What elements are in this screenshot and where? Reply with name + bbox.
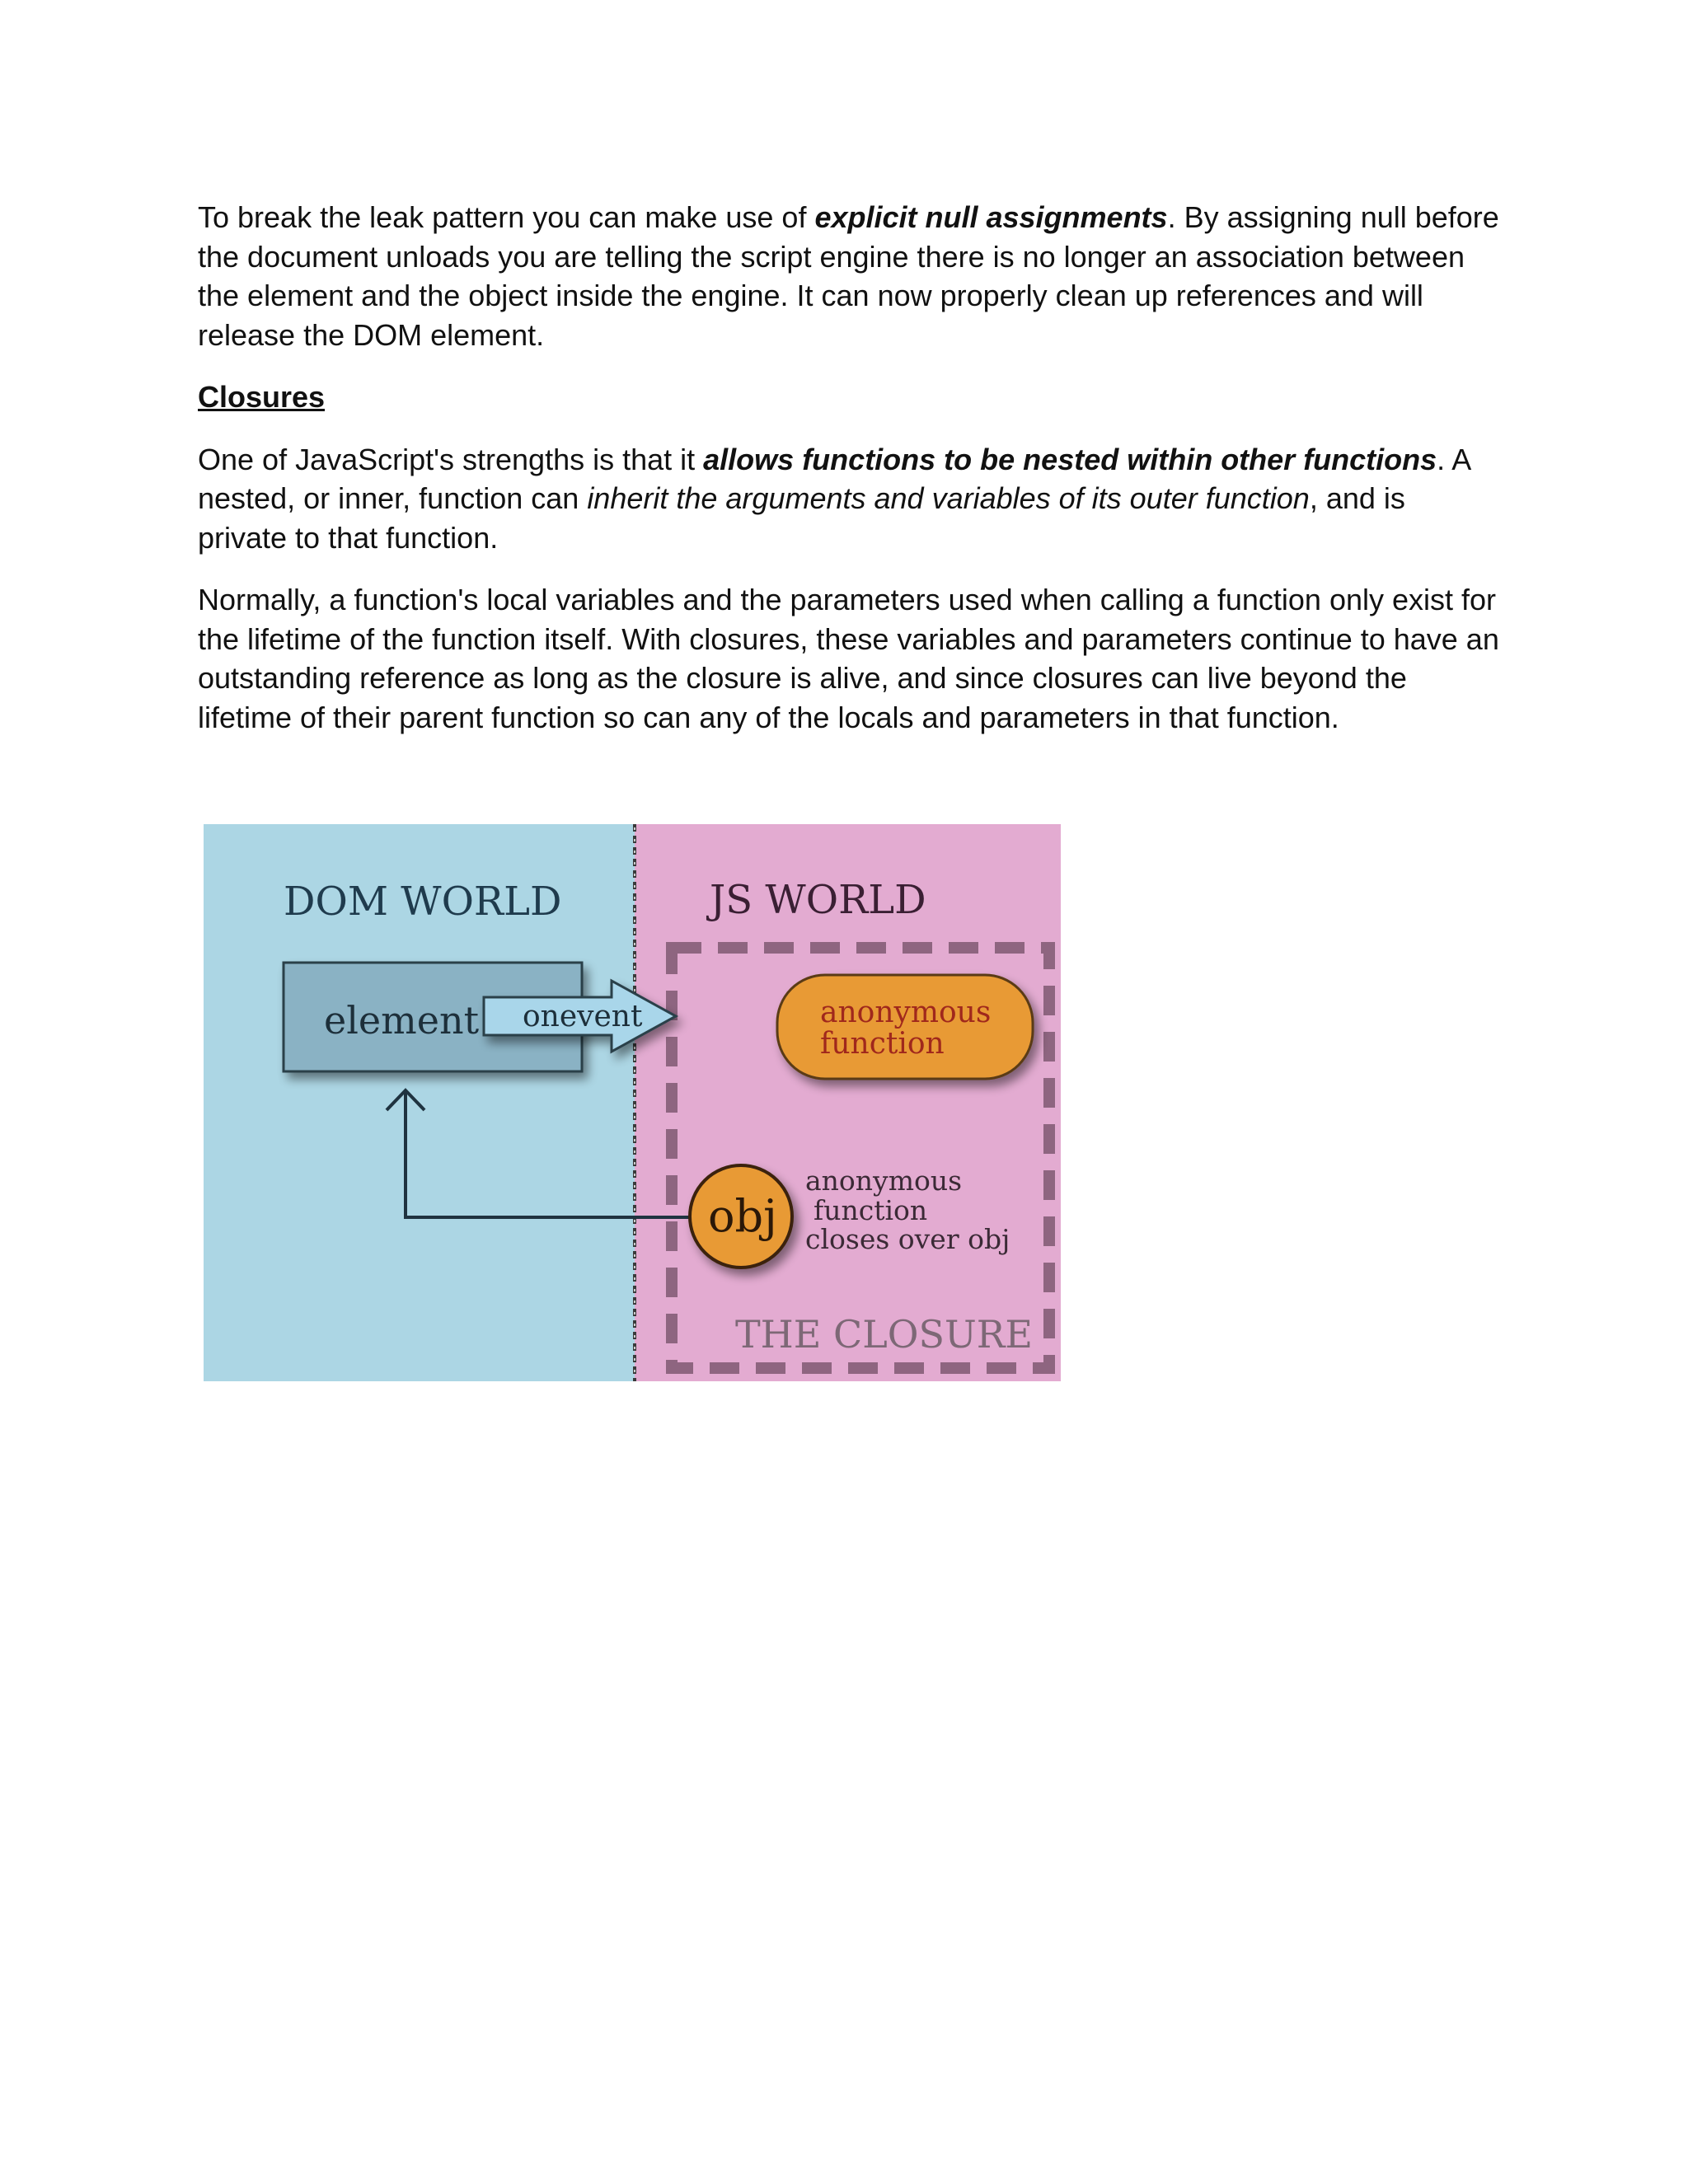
emphasis-explicit-null: explicit null assignments bbox=[814, 200, 1168, 234]
text-run: . A nested, or inner, function can bbox=[198, 442, 1470, 515]
paragraph-nested-functions bbox=[198, 440, 1500, 558]
closure-diagram-svg bbox=[204, 824, 1061, 1381]
js-world-label: JS WORLD bbox=[710, 877, 926, 923]
text-run: . By assigning null before the document unloads you are telling the script engine there is no longer an association between the element and the object inside the engine. It can now properly clean up references and will release the DOM element. bbox=[198, 200, 1499, 352]
emphasis-inherit-arguments: inherit the arguments and variables of its outer function bbox=[587, 481, 1310, 515]
document-page bbox=[198, 198, 1500, 760]
closure-note-line3: closes over obj bbox=[805, 1223, 1010, 1255]
section-heading-closures: Closures bbox=[198, 380, 326, 414]
obj-label: obj bbox=[708, 1190, 777, 1242]
text-run: , and is private to that function. bbox=[198, 481, 1405, 555]
closure-note-line2: function bbox=[814, 1194, 928, 1226]
anonymous-function-label-line1: anonymous bbox=[820, 996, 992, 1029]
dom-world-label: DOM WORLD bbox=[284, 879, 562, 925]
text-run: To break the leak pattern you can make use of bbox=[198, 200, 815, 234]
text-run: One of JavaScript's strengths is that it bbox=[198, 442, 704, 476]
element-label: element bbox=[324, 998, 480, 1043]
emphasis-nested-functions: allows functions to be nested within other functions bbox=[703, 442, 1437, 476]
paragraph-null-assignments bbox=[198, 198, 1500, 354]
the-closure-label: THE CLOSURE bbox=[735, 1312, 1033, 1357]
paragraph-closure-lifetime: Normally, a function's local variables and the parameters used when calling a function only exist for the lifetime of the function itself. With closures, these variables and parameters continue to have an outstanding reference as long as the closure is alive, and since closures can live beyond the lifetime of their parent function so can any of the locals and parameters in that function. bbox=[198, 583, 1499, 734]
closure-note-line1: anonymous bbox=[805, 1165, 963, 1197]
anonymous-function-label-line2: function bbox=[820, 1027, 945, 1061]
onevent-label: onevent bbox=[523, 1000, 643, 1033]
closure-diagram bbox=[204, 824, 1061, 1381]
